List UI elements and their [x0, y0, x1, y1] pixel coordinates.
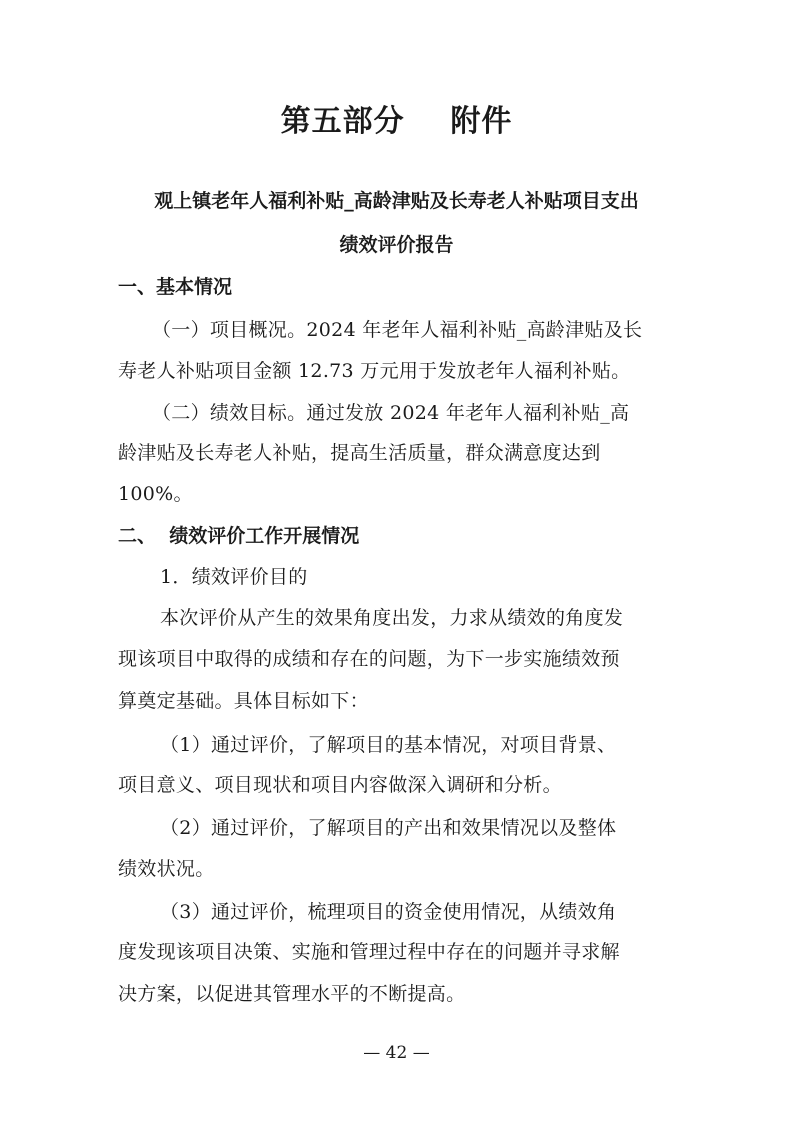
report-title-line-1: 观上镇老年人福利补贴_高龄津贴及长寿老人补贴项目支出	[154, 190, 639, 212]
goal-2-line-2: 绩效状况。	[118, 858, 215, 880]
report-title-line-2: 绩效评价报告	[339, 234, 454, 256]
purpose-paragraph-line-1: 本次评价从产生的效果角度出发，力求从绩效的角度发	[160, 607, 624, 629]
goal-3-line-2: 度发现该项目决策、实施和管理过程中存在的问题并寻求解	[118, 941, 620, 963]
goal-3-line-3: 决方案，以促进其管理水平的不断提高。	[118, 983, 466, 1005]
purpose-paragraph-line-2: 现该项目中取得的成绩和存在的问题，为下一步实施绩效预	[118, 648, 620, 670]
project-overview-line-1: （一）项目概况。2024 年老年人福利补贴_高龄津贴及长	[152, 319, 643, 341]
section-heading-evaluation-work: 二、 绩效评价工作开展情况	[118, 525, 360, 547]
goal-1-line-1: （1）通过评价，了解项目的基本情况，对项目背景、	[160, 734, 617, 756]
purpose-paragraph-line-3: 算奠定基础。具体目标如下：	[118, 690, 369, 712]
performance-goal-line-3: 100%。	[118, 483, 193, 505]
goal-2-line-1: （2）通过评价，了解项目的产出和效果情况以及整体	[160, 817, 617, 839]
section-heading-basic-info: 一、基本情况	[118, 276, 233, 298]
goal-3-line-1: （3）通过评价，梳理项目的资金使用情况，从绩效角	[160, 901, 617, 923]
subheading-evaluation-purpose: 1．绩效评价目的	[160, 566, 308, 588]
goal-1-line-2: 项目意义、项目现状和项目内容做深入调研和分析。	[118, 774, 562, 796]
performance-goal-line-1: （二）绩效目标。通过发放 2024 年老年人福利补贴_高	[152, 402, 630, 424]
page-title: 第五部分 附件	[280, 104, 513, 139]
page-number: — 42 —	[363, 1043, 430, 1063]
performance-goal-line-2: 龄津贴及长寿老人补贴，提高生活质量，群众满意度达到	[118, 442, 601, 464]
project-overview-line-2: 寿老人补贴项目金额 12.73 万元用于发放老年人福利补贴。	[118, 360, 631, 382]
